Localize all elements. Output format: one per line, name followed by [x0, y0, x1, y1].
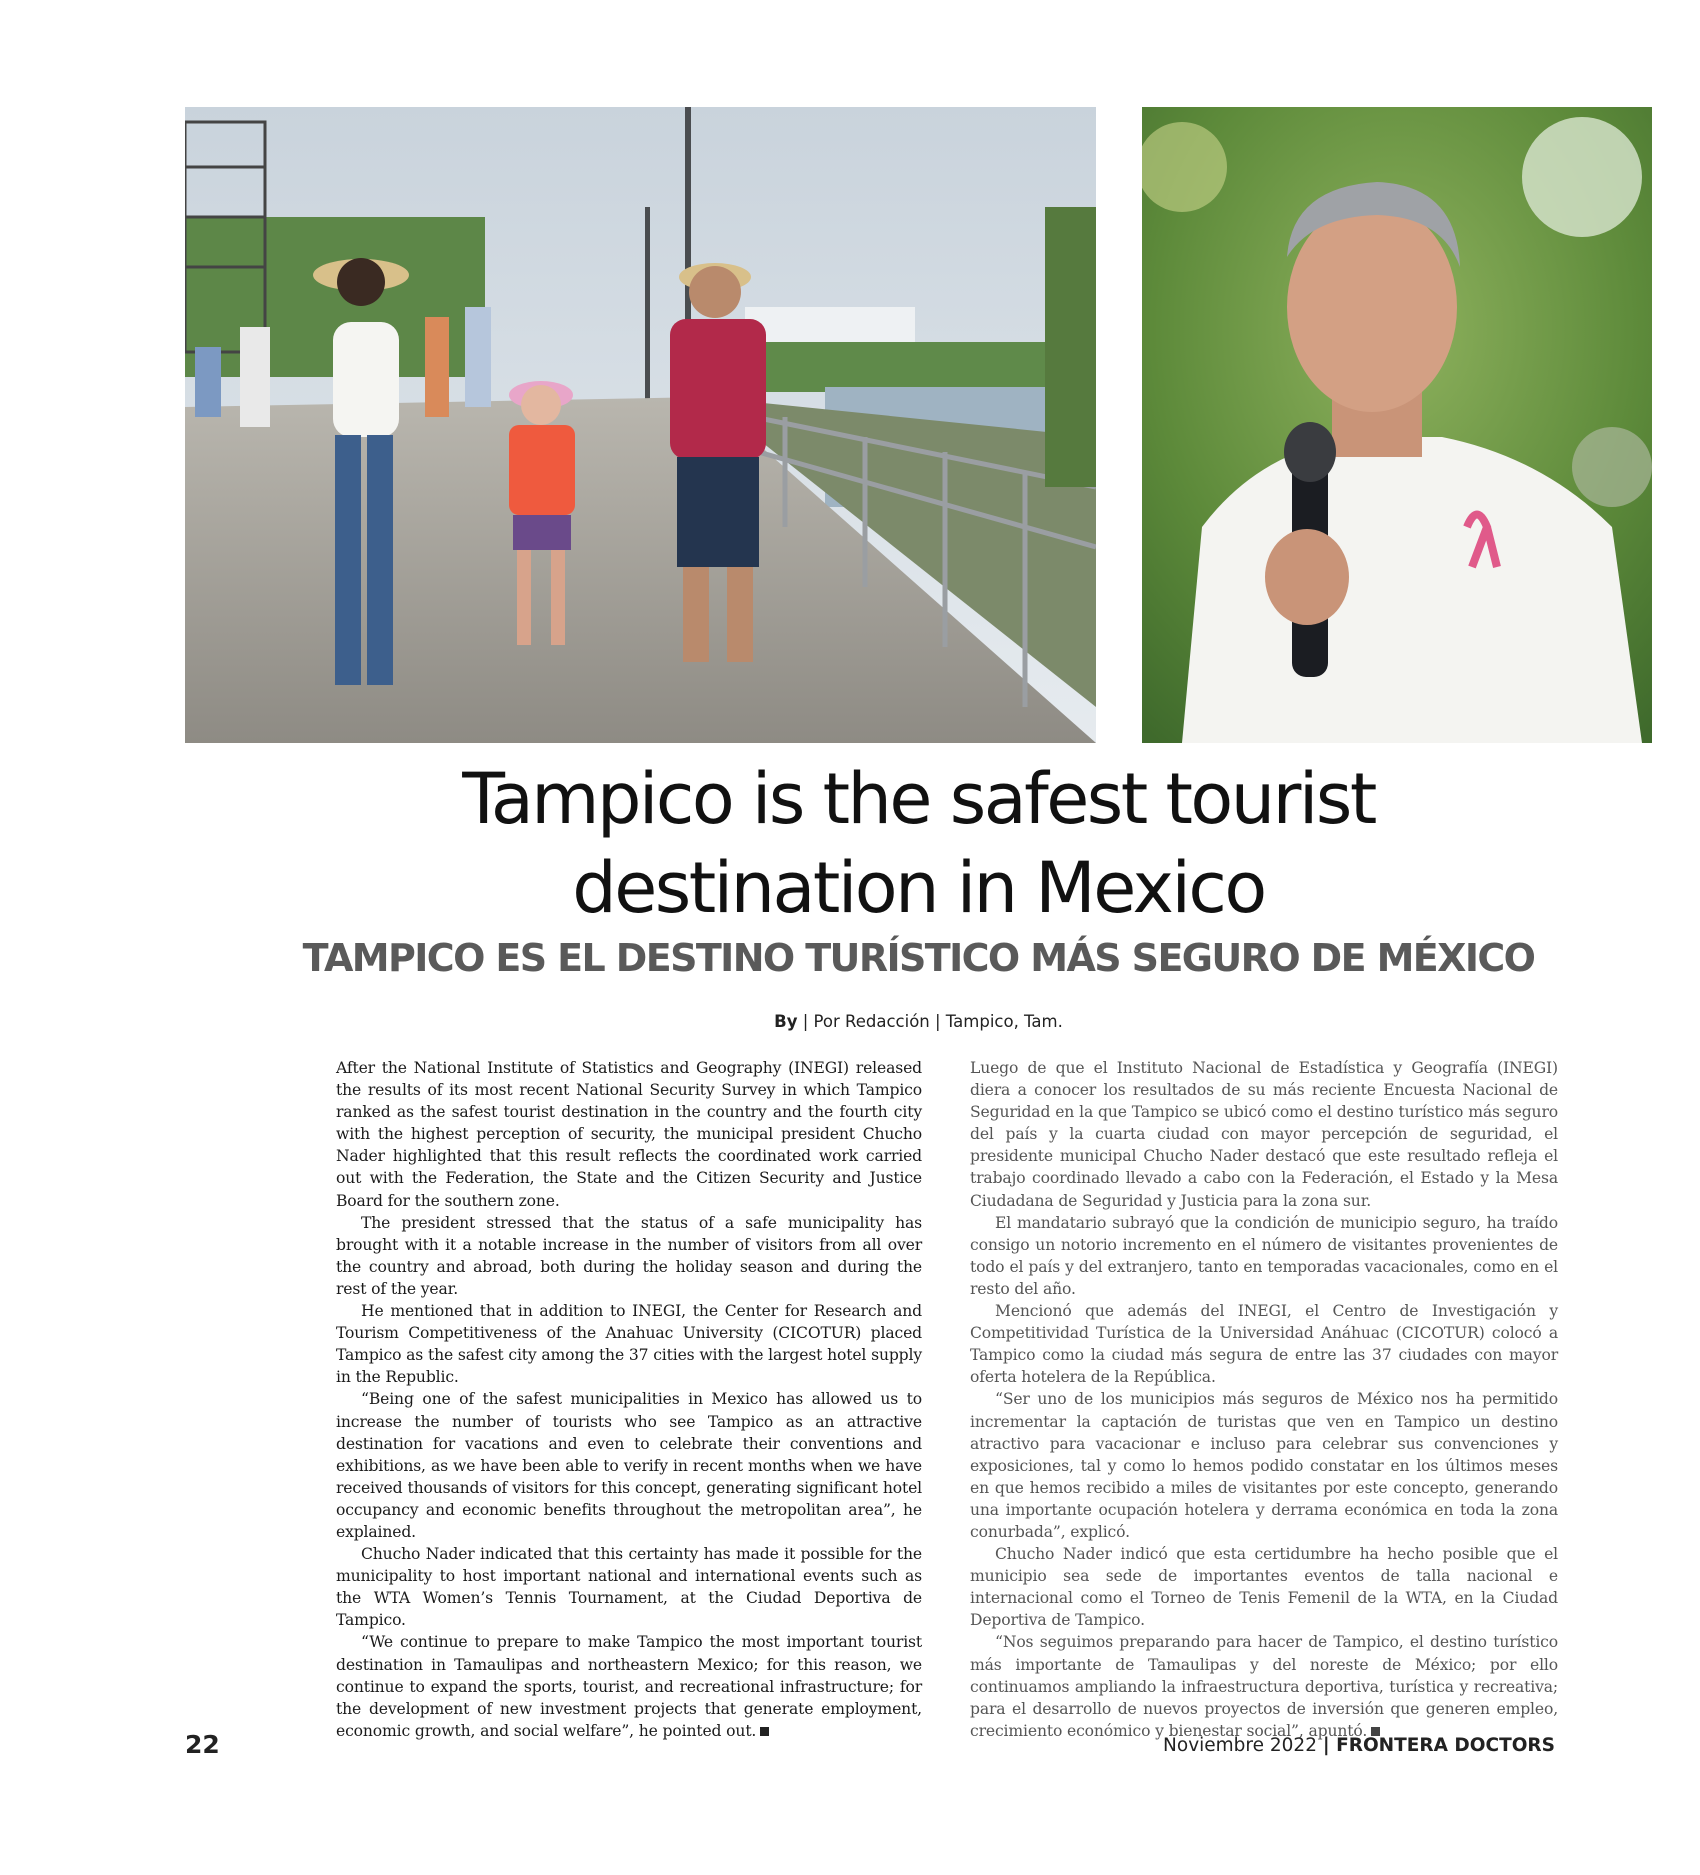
article-body-english	[336, 1057, 922, 1742]
paragraph-last	[970, 1631, 1558, 1741]
paragraph: The president stressed that the status of a safe municipality has brought with it a notable increase in the number of visitors from all over the country and abroad, both during the holiday season and during the rest of the year.	[336, 1213, 922, 1298]
paragraph-last	[336, 1631, 922, 1741]
publication-name: FRONTERA DOCTORS	[1336, 1735, 1555, 1756]
paragraph: Chucho Nader indicated that this certainty has made it possible for the municipality to host important national and international events such as the WTA Women’s Tennis Tournament, at the Ciudad Deportiva de Tampico.	[336, 1545, 922, 1630]
paragraph-text: “Nos seguimos preparando para hacer de Tampico, el destino turístico más importante de Tamaulipas y del noreste de México; por ello continuamos ampliando la infraestructura deportiva, turística y recreativa; para el desarrollo de nuevos proyectos de inversión que generen empleo, crecimiento económico y bienestar social”, apuntó.	[970, 1633, 1558, 1740]
paragraph: El mandatario subrayó que la condición de municipio seguro, ha traído consigo un notorio incremento en el número de visitantes provenientes de todo el país y del extranjero, tanto en temporadas vacacionales, como en el resto del año.	[970, 1213, 1558, 1298]
paragraph: Mencionó que además del INEGI, el Centro de Investigación y Competitividad Turística de la Universidad Anáhuac (CICOTUR) colocó a Tampico como la ciudad más segura de entre las 37 ciudades con mayor oferta hotelera de la República.	[970, 1302, 1558, 1387]
headline-line-2: destination in Mexico	[572, 847, 1265, 929]
paragraph: “Being one of the safest municipalities in Mexico has allowed us to increase the number of tourists who see Tampico as an attractive destination for vacations and even to celebrate their conventions and exhibitions, as we have been able to verify in recent months when we have received thousands of visitors for this concept, generating significant hotel occupancy and economic benefits throughout the metropolitan area”, he explained.	[336, 1390, 922, 1541]
headline	[185, 755, 1652, 933]
issue-date: Noviembre 2022	[1163, 1735, 1323, 1756]
paragraph: He mentioned that in addition to INEGI, the Center for Research and Tourism Competitiveness of the Anahuac University (CICOTUR) placed Tampico as the safest city among the 37 cities with the largest hotel supply in the Republic.	[336, 1302, 922, 1387]
paragraph: Chucho Nader indicó que esta certidumbre ha hecho posible que el municipio sea sede de importantes eventos de talla nacional e internacional como el Torneo de Tenis Femenil de la WTA, en la Ciudad Deportiva de Tampico.	[970, 1545, 1558, 1630]
footer-separator: |	[1322, 1735, 1337, 1756]
family-walking-boardwalk-photo	[185, 107, 1096, 743]
paragraph: After the National Institute of Statistics and Geography (INEGI) released the results of its most recent National Security Survey in which Tampico ranked as the safest tourist destination in the country and the fourth city with the highest perception of security, the municipal president Chucho Nader highlighted that this result reflects the coordinated work carried out with the Federation, the State and the Citizen Security and Justice Board for the southern zone.	[336, 1059, 922, 1210]
byline-by: By	[774, 1012, 798, 1031]
paragraph-text: “We continue to prepare to make Tampico the most important tourist destination in Tamaulipas and northeastern Mexico; for this reason, we continue to expand the sports, tourist, and recreational infrastructure; for the development of new investment projects that generate employment, economic growth, and social welfare”, he pointed out.	[336, 1633, 922, 1740]
end-of-article-mark	[760, 1727, 769, 1736]
page-number: 22	[185, 1730, 220, 1759]
paragraph: “Ser uno de los municipios más seguros de México nos ha permitido incrementar la captación de turistas que ven en Tampico un destino atractivo para vacacionar e incluso para celebrar sus convenciones y exposiciones, tal y como lo hemos podido constatar en los últimos meses en que hemos recibido a miles de visitantes por este concepto, generando una importante ocupación hotelera y derrama económica en toda la zona conurbada”, explicó.	[970, 1390, 1558, 1541]
headline-line-1: Tampico is the safest tourist	[462, 758, 1375, 840]
paragraph: Luego de que el Instituto Nacional de Estadística y Geografía (INEGI) diera a conocer los resultados de su más reciente Encuesta Nacional de Seguridad en la que Tampico se ubicó como el destino turístico más seguro del país y la cuarta ciudad con mayor percepción de seguridad, el presidente municipal Chucho Nader destacó que este resultado refleja el trabajo coordinado llevado a cabo con la Federación, el Estado y la Mesa Ciudadana de Seguridad y Justicia para la zona sur.	[970, 1059, 1558, 1210]
mayor-speaking-microphone-photo	[1142, 107, 1652, 743]
article-body-spanish	[970, 1057, 1558, 1742]
byline-author-location: | Por Redacción | Tampico, Tam.	[797, 1012, 1063, 1031]
subheadline: TAMPICO ES EL DESTINO TURÍSTICO MÁS SEGURO DE MÉXICO	[302, 936, 1535, 980]
byline	[185, 1012, 1652, 1031]
footer-publication	[1163, 1735, 1555, 1756]
